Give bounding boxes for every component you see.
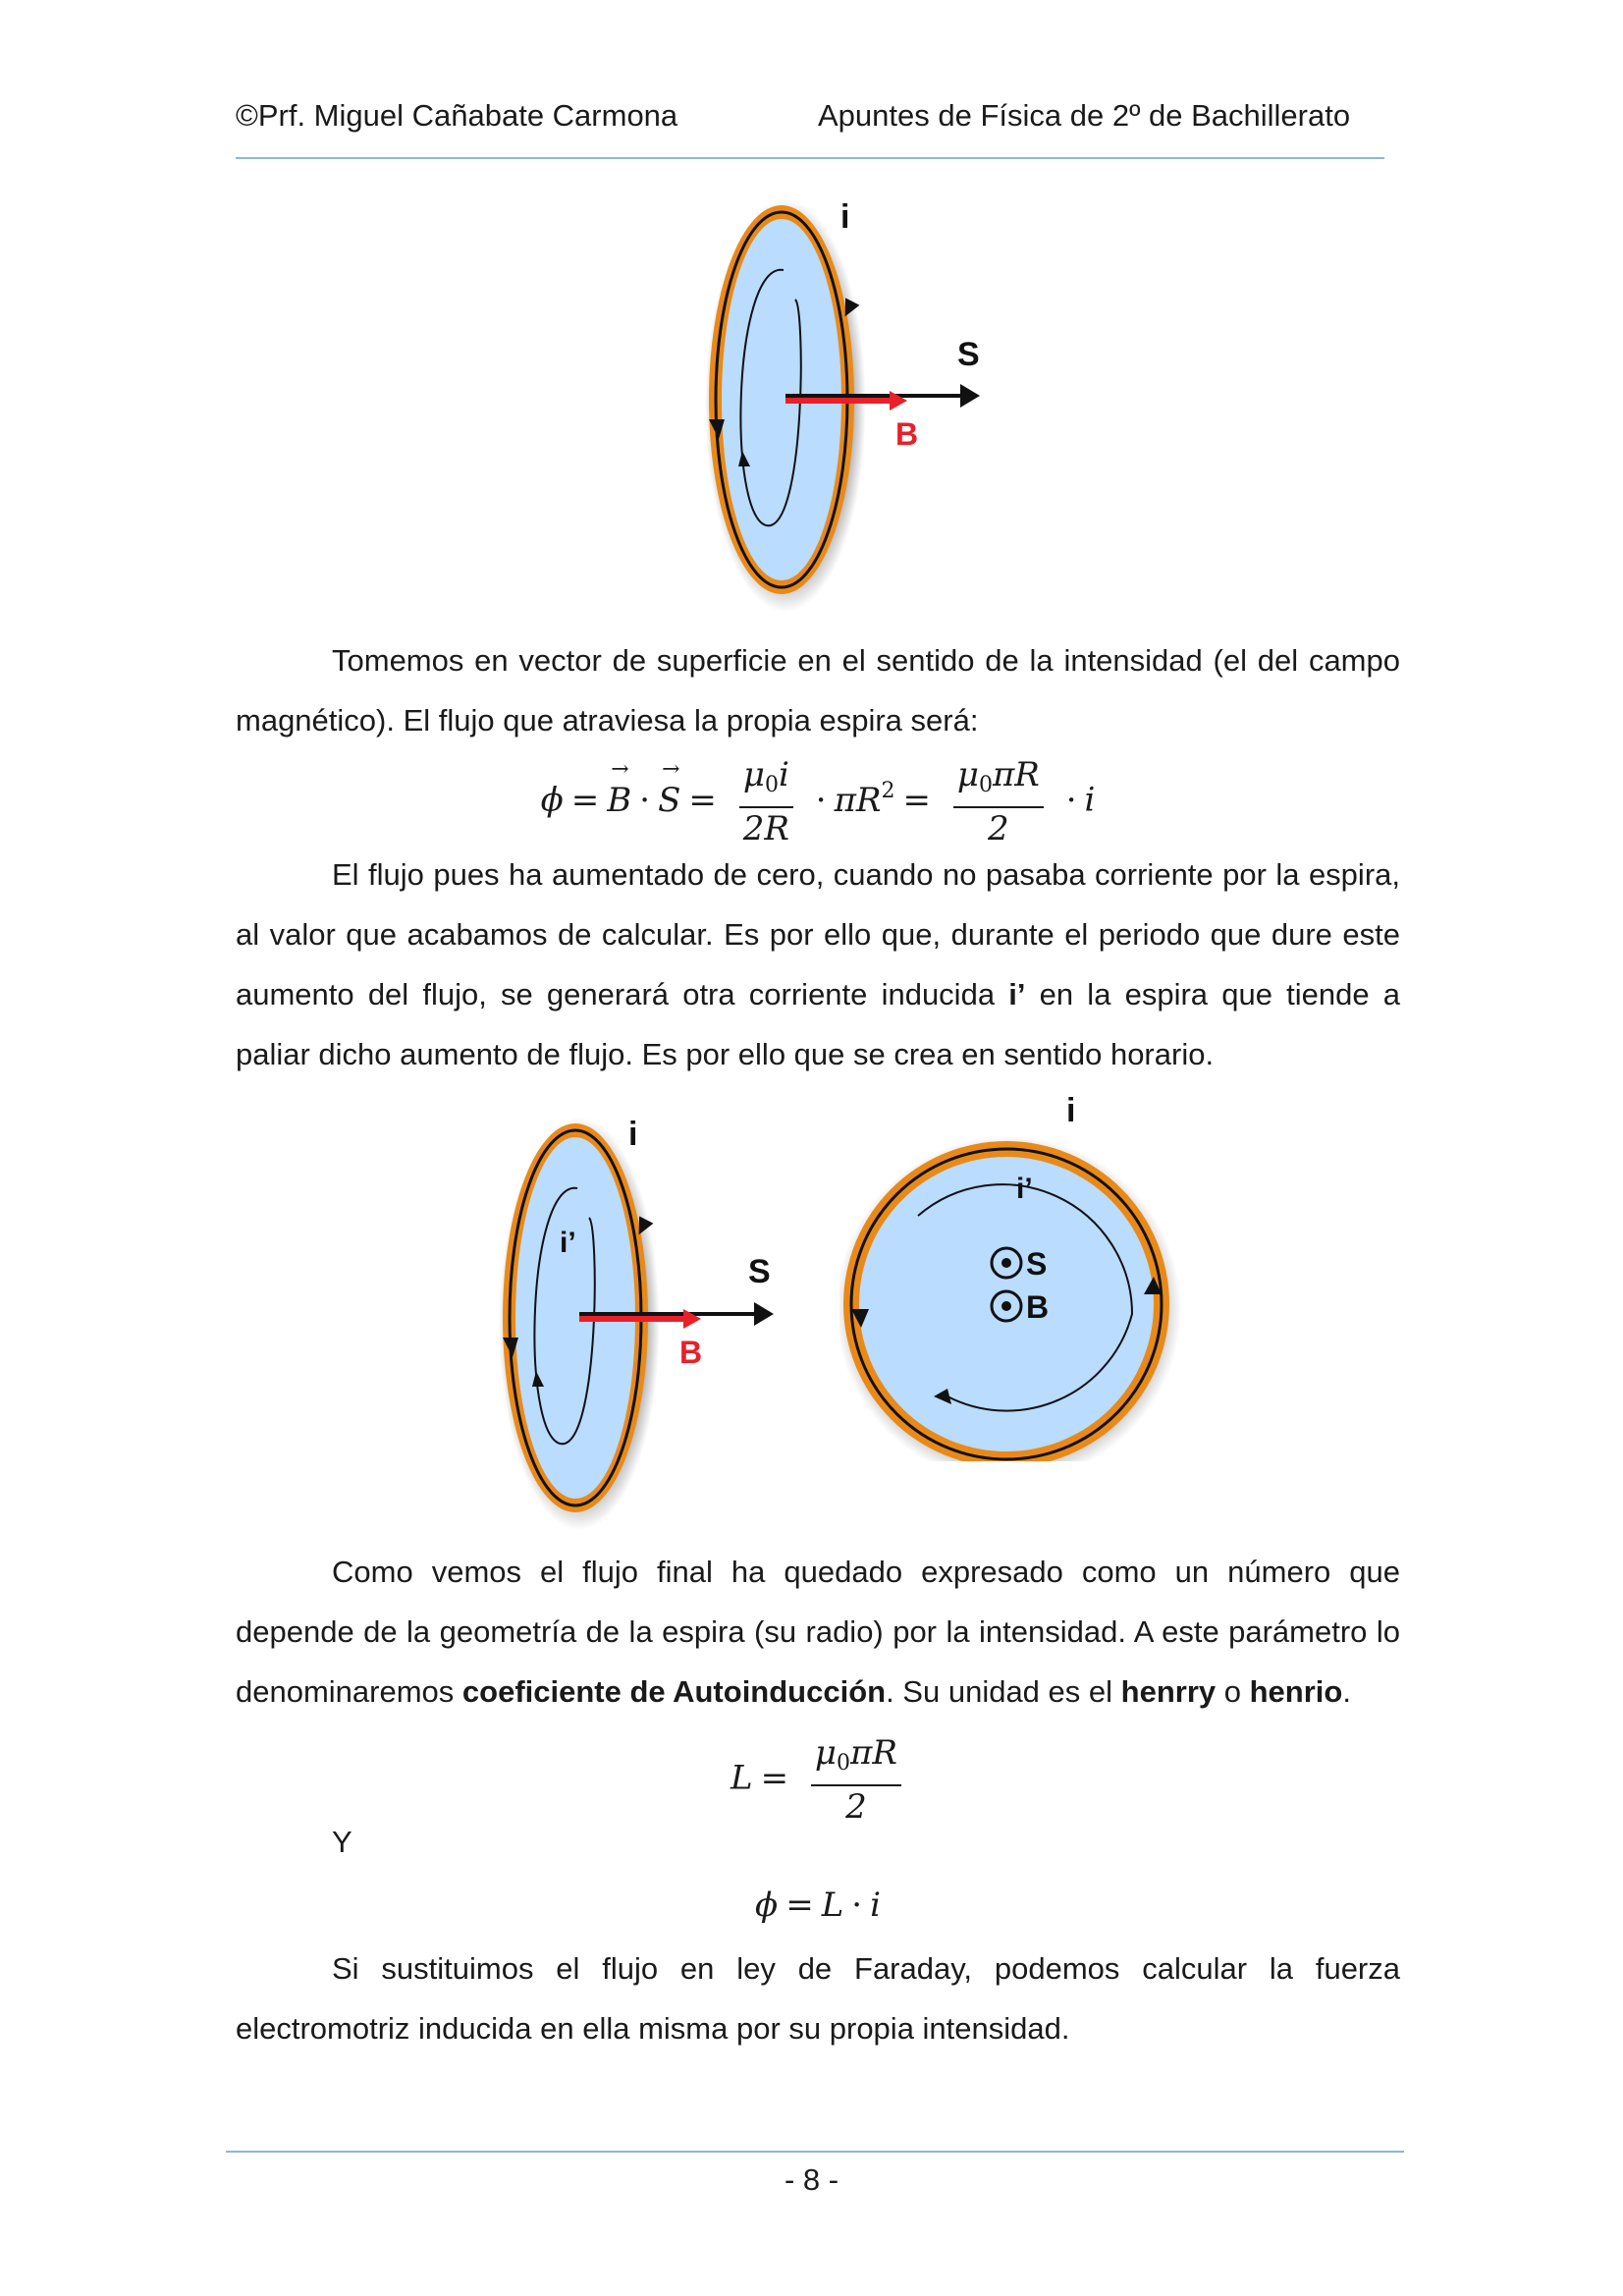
induced-current-symbol: i’ [1008,977,1026,1011]
paragraph-1: Tomemos en vector de superficie en el sentido de la intensidad (el del campo magnético). El flujo que atraviesa la propia espira será: [236,643,1400,738]
s-out-of-page-dot [1001,1258,1011,1268]
label-i: i [628,1116,638,1153]
paragraph-3-text: Como vemos el flujo final ha quedado expresado como un número que depende de la geometría de la espira (su radio) por la intensidad. A este parámetro lo denominaremos [236,1555,1400,1709]
figure-induced-side-view [432,1110,805,1532]
page-number: - 8 - [784,2162,839,2197]
label-b: B [1026,1289,1050,1325]
s-arrowhead [754,1302,774,1326]
paragraph-2 [236,845,1400,1084]
paragraph-3-text-mid: . Su unidad es el [886,1674,1121,1709]
unit-henrio: henrio [1249,1674,1343,1709]
figure-induced-front-view [839,1088,1193,1461]
label-i-prime: i’ [1016,1173,1033,1205]
paragraph-3-text-end: . [1342,1674,1351,1709]
label-i-prime: i’ [560,1227,576,1259]
label-b: B [679,1335,703,1370]
header-rule [236,157,1384,159]
label-s: S [748,1253,771,1290]
term-self-inductance: coeficiente de Autoinducción [461,1674,887,1709]
label-i: i [1066,1092,1076,1129]
paragraph-2-text: El flujo pues ha aumentado de cero, cuando no pasaba corriente por la espira, al valor que acabamos de calcular. Es por ello que, durante el periodo que dure este aumento del flujo, se generará otra corriente inducida [236,857,1400,1011]
paragraph-2-text-end: en la espira que tiende a paliar dicho aumento de flujo. Es por ello que se crea en sentido horario. [236,977,1400,1071]
header-author: ©Prf. Miguel Cañabate Carmona [236,98,678,133]
equation-flux: ϕ =→ B ·→ S = $\frac{\mu_0i}{2R}$ · $\pi R^2$ = $\frac{\mu_0\pi R}{2}$ · i [236,754,1400,849]
label-s: S [1026,1246,1048,1282]
label-i: i [840,198,850,236]
header-title: Apuntes de Física de 2º de Bachillerato [818,98,1351,133]
b-out-of-page-dot [1001,1301,1011,1311]
connector-y: Y [332,1825,352,1859]
paragraph-4: Si sustituimos el flujo en ley de Faraday, podemos calcular la fuerza electromotriz inducida en ella misma por su propia intensidad. [236,1951,1400,2046]
unit-henrry: henrry [1120,1674,1217,1709]
equation-flux-inductance: ϕ = L · i [755,1886,881,1925]
equation-inductance: L = $\frac{\mu_0\pi R}{2}$ [236,1732,1400,1828]
footer-rule [226,2151,1404,2153]
label-b: B [895,416,919,452]
figure-loop-side-view [638,191,1011,614]
s-arrowhead [960,384,980,408]
paragraph-3-text-or: o [1216,1674,1250,1709]
paragraph-3 [236,1542,1400,1722]
label-s: S [957,336,980,373]
